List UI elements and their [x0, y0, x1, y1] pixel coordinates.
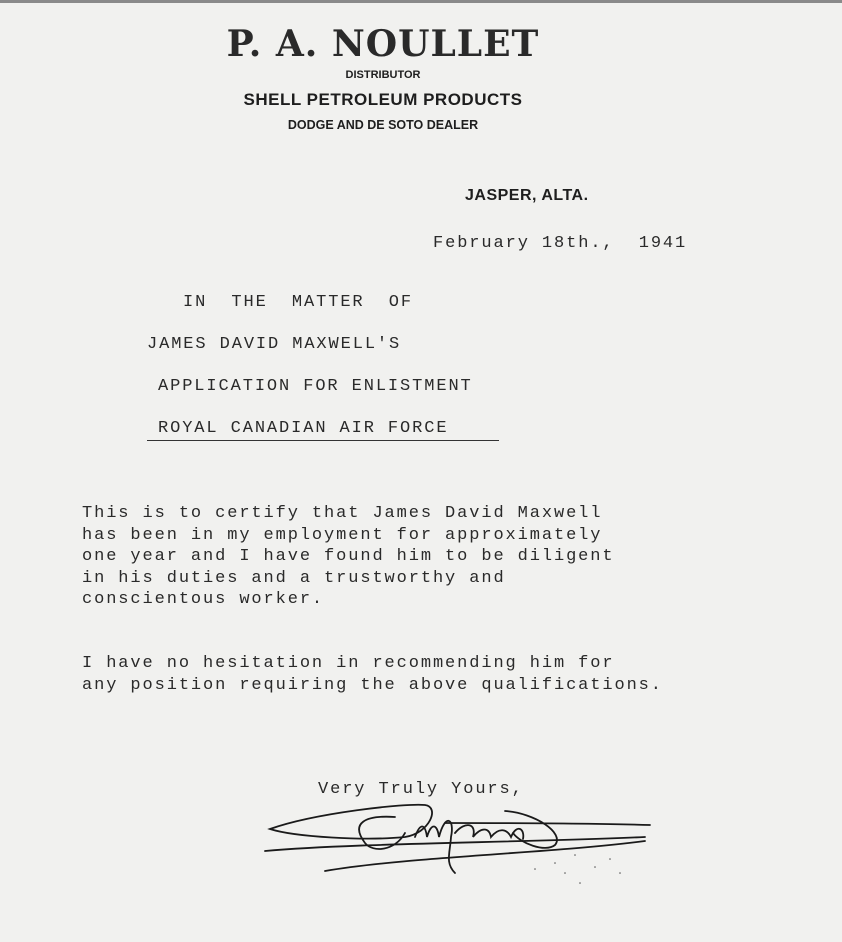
matter-line-1: IN THE MATTER OF — [183, 293, 413, 312]
body-line: any position requiring the above qualifications. — [82, 675, 663, 695]
body-paragraph-2 — [82, 653, 663, 696]
body-line: has been in my employment for approximately — [82, 525, 603, 545]
body-line: This is to certify that James David Maxwell — [82, 504, 603, 523]
matter-line-4: ROYAL CANADIAN AIR FORCE — [158, 419, 449, 438]
letterhead-dealer: DODGE AND DE SOTO DEALER — [287, 118, 479, 132]
letter-date: February 18th., 1941 — [433, 234, 688, 253]
body-line: in his duties and a trustworthy and — [82, 568, 506, 588]
body-paragraph-1 — [82, 503, 614, 611]
signature-icon — [255, 793, 675, 893]
letterhead-location: JASPER, ALTA. — [465, 187, 589, 204]
body-line: conscientous worker. — [82, 590, 325, 609]
body-line: I have no hesitation in recommending him for — [82, 654, 615, 673]
body-line: one year and I have found him to be diligent — [82, 547, 615, 566]
matter-line-3: APPLICATION FOR ENLISTMENT — [158, 377, 473, 396]
closing: Very Truly Yours, — [318, 780, 524, 799]
letterhead-role: DISTRIBUTOR — [345, 69, 421, 81]
letterhead-name: P. A. NOULLET — [226, 23, 540, 65]
letterhead-products: SHELL PETROLEUM PRODUCTS — [243, 90, 523, 109]
matter-underline — [147, 440, 499, 441]
matter-line-2: JAMES DAVID MAXWELL'S — [147, 335, 402, 354]
